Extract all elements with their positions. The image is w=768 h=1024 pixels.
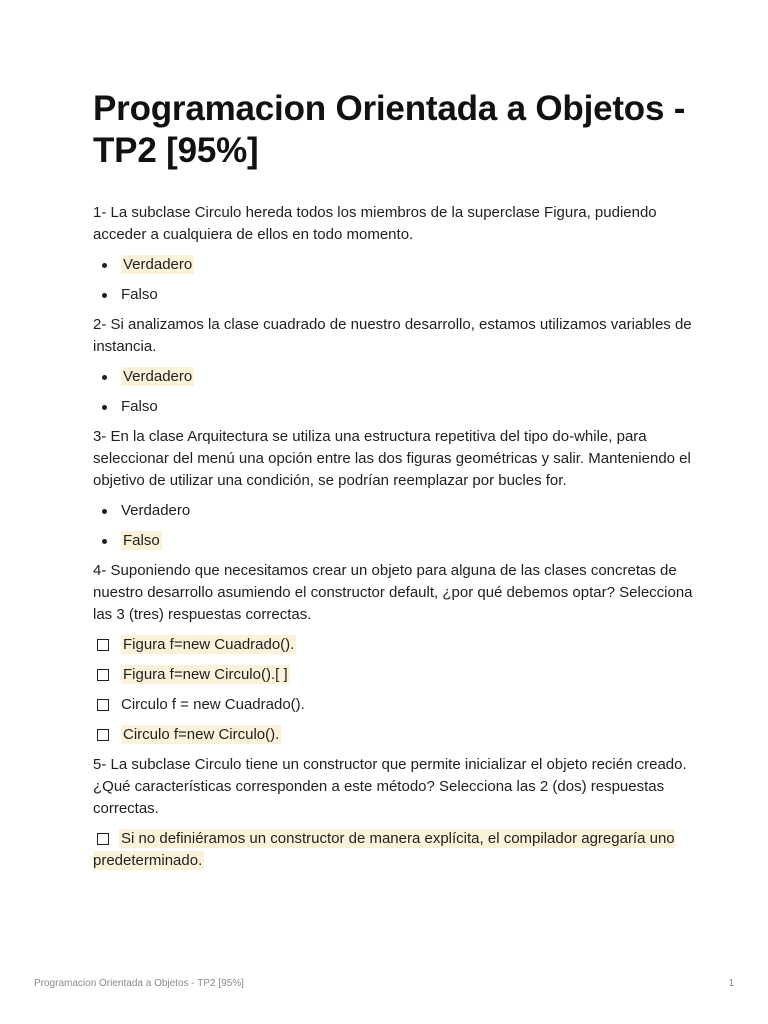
question-3-text: 3- En la clase Arquitectura se utiliza una estructura repetitiva del tipo do-while, para seleccionar del menú una opción entre las dos figuras geométricas y salir. Manteniendo el objetivo de utilizar una condición, se podrían reemplazar por bucles for. xyxy=(93,428,691,489)
question-5-text: 5- La subclase Circulo tiene un constructor que permite inicializar el objeto recién creado. ¿Qué características corresponden a este método? Selecciona las 2 (dos) respuestas correctas. xyxy=(93,756,687,817)
question-2-text: 2- Si analizamos la clase cuadrado de nuestro desarrollo, estamos utilizamos variables de instancia. xyxy=(93,316,692,355)
checkbox-icon xyxy=(97,833,109,845)
option-q4-3 xyxy=(93,694,693,716)
option-q3-verdadero xyxy=(93,500,693,522)
question-4-options xyxy=(93,634,693,746)
question-4-text: 4- Suponiendo que necesitamos crear un objeto para alguna de las clases concretas de nuestro desarrollo asumiendo el constructor default, ¿por qué debemos optar? Selecciona las 3 (tres) respuestas correctas. xyxy=(93,562,693,623)
question-2-options xyxy=(93,366,693,418)
bullet-icon xyxy=(102,293,107,298)
bullet-icon xyxy=(102,263,107,268)
page-number: 1 xyxy=(728,978,734,989)
bullet-icon xyxy=(102,405,107,410)
option-q4-2 xyxy=(93,664,693,686)
option-label: Falso xyxy=(123,532,160,549)
checkbox-icon xyxy=(97,699,109,711)
question-3-options xyxy=(93,500,693,552)
option-label: Si no definiéramos un constructor de manera explícita, el compilador agregaría uno predeterminado. xyxy=(93,830,675,869)
option-q1-falso xyxy=(93,284,693,306)
option-label: Verdadero xyxy=(123,256,193,273)
option-q1-verdadero xyxy=(93,254,693,276)
bullet-icon xyxy=(102,539,107,544)
option-label: Circulo f = new Cuadrado(). xyxy=(121,696,305,713)
checkbox-icon xyxy=(97,639,109,651)
checkbox-icon xyxy=(97,669,109,681)
option-q4-4 xyxy=(93,724,693,746)
question-5-options xyxy=(93,828,693,872)
option-label: Falso xyxy=(121,398,158,415)
option-q2-verdadero xyxy=(93,366,693,388)
option-label: Circulo f=new Circulo(). xyxy=(123,726,280,743)
bullet-icon xyxy=(102,375,107,380)
question-1-text: 1- La subclase Circulo hereda todos los miembros de la superclase Figura, pudiendo acceder a cualquiera de ellos en todo momento. xyxy=(93,204,657,243)
option-label: Falso xyxy=(121,286,158,303)
option-q5-1 xyxy=(93,828,693,872)
option-label: Figura f=new Circulo().[ ] xyxy=(123,666,288,683)
page-title: Programacion Orientada a Objetos - TP2 [95%] xyxy=(93,89,686,170)
option-q2-falso xyxy=(93,396,693,418)
option-label: Verdadero xyxy=(121,502,191,519)
document-body xyxy=(93,88,693,880)
checkbox-icon xyxy=(97,729,109,741)
option-label: Verdadero xyxy=(123,368,193,385)
page-footer xyxy=(34,978,734,989)
question-1-options xyxy=(93,254,693,306)
option-label: Figura f=new Cuadrado(). xyxy=(123,636,295,653)
option-q4-1 xyxy=(93,634,693,656)
bullet-icon xyxy=(102,509,107,514)
option-q3-falso xyxy=(93,530,693,552)
footer-title: Programacion Orientada a Objetos - TP2 [95%] xyxy=(34,978,244,989)
